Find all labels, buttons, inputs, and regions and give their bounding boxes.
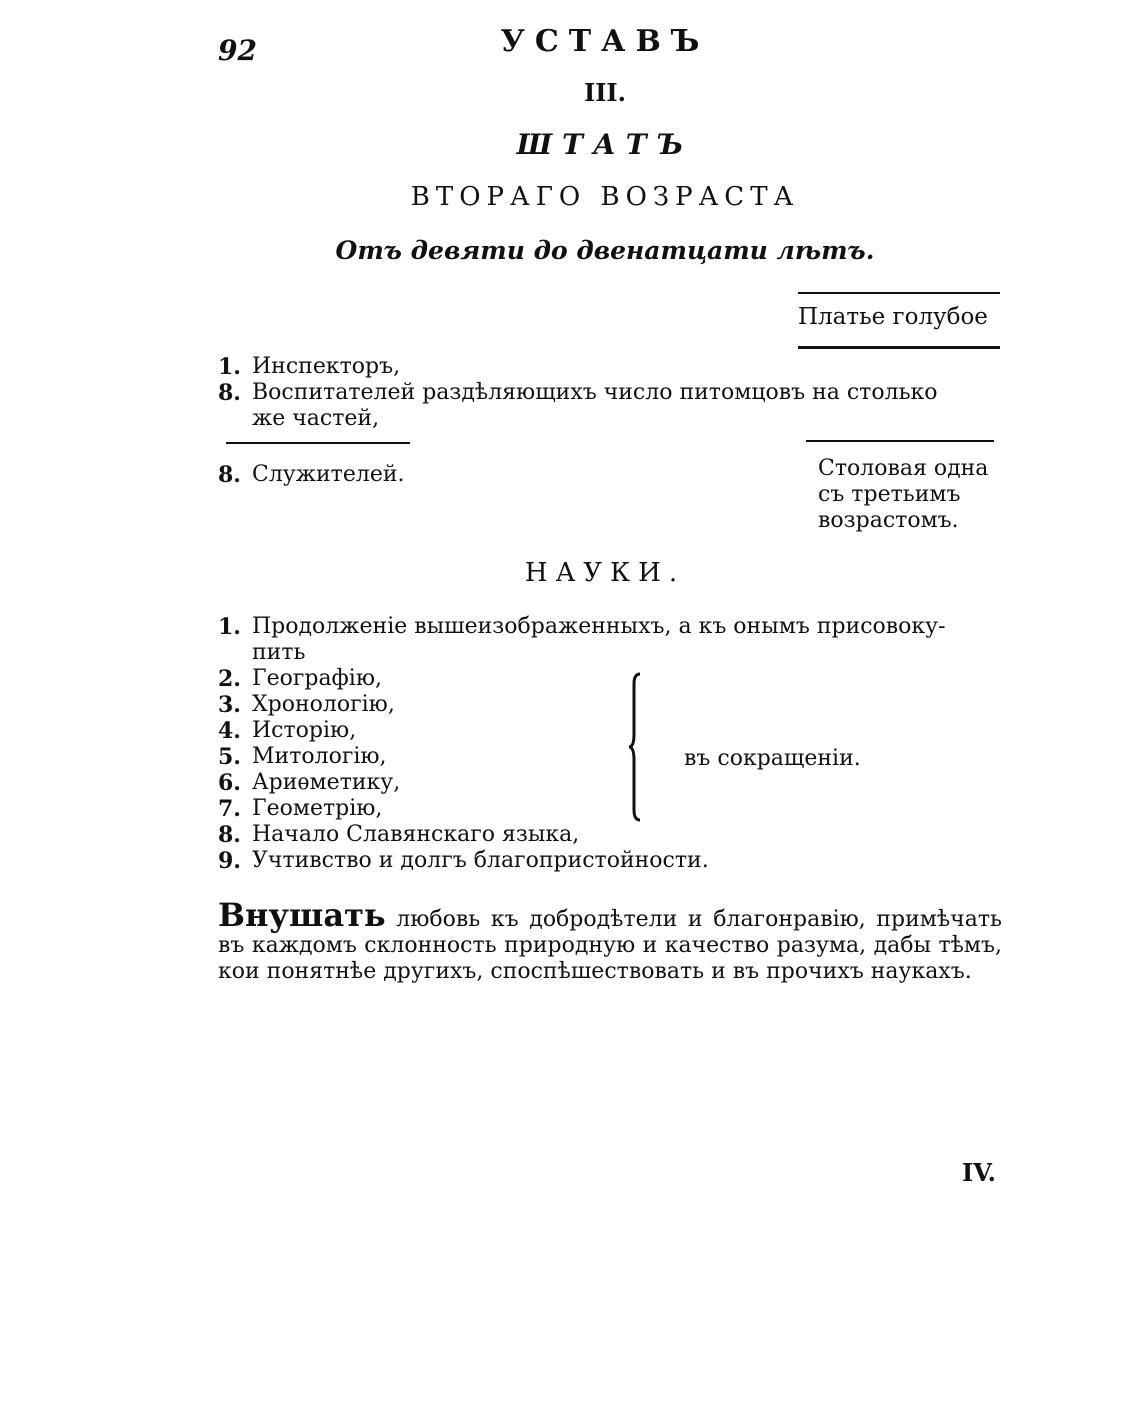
dining-note-line: съ третьимъ — [818, 482, 961, 507]
list-item — [218, 848, 1002, 874]
rule-top-right — [798, 292, 1000, 294]
list-item — [218, 770, 1002, 796]
item-number: 1. — [218, 614, 241, 640]
item-number: 9. — [218, 848, 241, 874]
item-number: 1. — [218, 354, 241, 380]
list-item — [218, 692, 1002, 718]
list-item — [218, 666, 1002, 692]
list-item — [218, 744, 1002, 770]
paragraph-text: любовь къ добродѣтели и благонравію, примѣчать въ каждомъ склонность природную и качество разума, дабы тѣмъ, кои понятнѣе другихъ, споспѣшествовать и въ прочихъ наукахъ. — [218, 907, 1002, 984]
list-item — [218, 796, 1002, 822]
item-text: Инспекторъ, — [252, 354, 401, 379]
item-continuation: же частей, — [252, 406, 380, 431]
sciences-list — [218, 614, 1002, 874]
dining-note-line: Столовая одна — [818, 456, 989, 481]
item-text: Митологію, — [252, 744, 387, 769]
item-text: Геометрію, — [252, 796, 383, 821]
item-text: Начало Славянскаго языка, — [252, 822, 580, 847]
item-text: Исторію, — [252, 718, 357, 743]
brace-label: въ сокращеніи. — [684, 746, 861, 771]
age-range: Отъ девяти до двенатцати лѣтъ. — [335, 236, 875, 265]
uniform-note: Платье голубое — [798, 304, 988, 330]
list-item — [218, 614, 1002, 640]
dining-note-line: возрастомъ. — [818, 508, 959, 533]
curly-brace-icon — [628, 672, 642, 822]
item-text: Географію, — [252, 666, 382, 691]
section-subtitle: ВТОРАГО ВОЗРАСТА — [410, 182, 800, 212]
list-item — [218, 354, 1002, 380]
item-number: 7. — [218, 796, 241, 822]
item-text: Ариѳметику, — [252, 770, 401, 795]
item-number: 8. — [218, 462, 241, 488]
catchword: IV. — [962, 1158, 997, 1187]
list-item — [218, 822, 1002, 848]
item-number: 2. — [218, 666, 241, 692]
item-text: Служителей. — [252, 462, 405, 487]
item-number: 8. — [218, 822, 241, 848]
dining-note — [818, 456, 988, 534]
section-number: III. — [583, 78, 627, 107]
section-title: ШТАТЪ — [516, 128, 694, 161]
page-number: 92 — [218, 34, 257, 67]
rule-under-uniform — [798, 346, 1000, 349]
rule-right — [806, 440, 994, 442]
staff-list — [218, 354, 1002, 432]
item-number: 8. — [218, 380, 241, 406]
paragraph-initial-word: Внушать — [218, 896, 386, 934]
rule-left — [226, 442, 410, 444]
list-item — [218, 380, 1002, 406]
item-continuation: пить — [252, 640, 306, 665]
list-item — [218, 718, 1002, 744]
item-text: Учтивство и долгъ благопристойности. — [252, 848, 709, 873]
item-number: 5. — [218, 744, 241, 770]
instruction-paragraph — [218, 896, 1002, 985]
running-title: УСТАВЪ — [500, 24, 710, 59]
item-text: Продолженіе вышеизображенныхъ, а къ онымъ присовоку- — [252, 614, 946, 639]
sciences-heading: НАУКИ. — [524, 558, 686, 588]
item-text: Хронологію, — [252, 692, 395, 717]
item-text: Воспитателей раздѣляющихъ число питомцовъ на столько — [252, 380, 938, 405]
servants-line — [218, 462, 405, 488]
item-number: 6. — [218, 770, 241, 796]
item-number: 3. — [218, 692, 241, 718]
item-number: 4. — [218, 718, 241, 744]
